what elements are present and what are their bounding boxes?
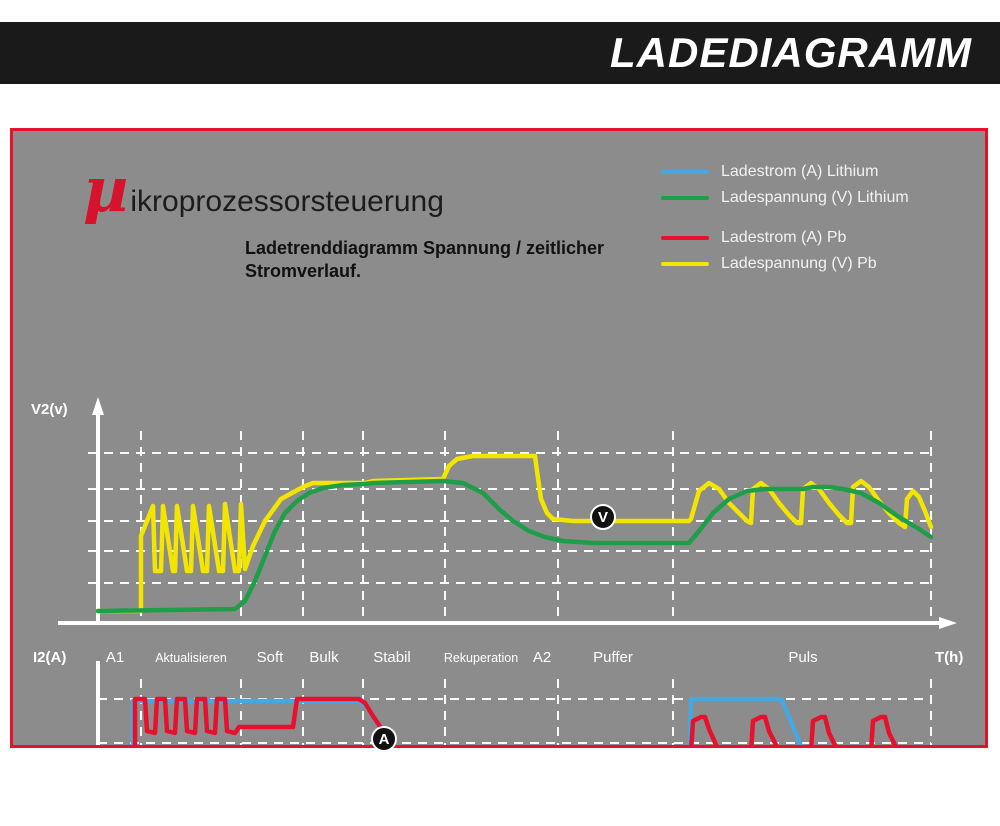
chart-subtitle: Ladetrenddiagramm Spannung / zeitlicher Stromverlauf. (245, 238, 605, 282)
diagram-panel (10, 128, 988, 826)
voltage-y-axis-label: V2(v) (31, 401, 68, 418)
header-banner (0, 22, 1000, 84)
phase-label-bulk: Bulk (309, 649, 339, 666)
phase-label-rekuperation: Rekuperation (443, 651, 519, 665)
page-title: LADEDIAGRAMM (610, 29, 972, 76)
legend-label: Ladespannung (V) Lithium (721, 189, 909, 206)
phase-label-stabil: Stabil (373, 649, 411, 666)
voltage-x-axis-label: T(h) (935, 649, 964, 666)
voltage-badge: V (590, 504, 616, 530)
mu-symbol: µ (83, 153, 129, 226)
legend-label: Ladespannung (V) Pb (721, 255, 877, 272)
current-badge: A (371, 726, 397, 752)
current-x-axis-label: T(h) (935, 809, 964, 826)
current-grid (98, 679, 931, 745)
brand-text: ikroprozessorsteuerung (130, 185, 444, 218)
series-ladespannung-pb (98, 456, 931, 611)
current-y-axis-label: I2(A) (33, 649, 67, 666)
legend-label: Ladestrom (A) Pb (721, 229, 847, 246)
phase-label-a1: A1 (105, 649, 125, 666)
phase-label-aktualisieren: Aktualisieren (155, 651, 227, 665)
voltage-x-arrow (939, 617, 957, 629)
phase-label-puffer: Puffer (593, 649, 633, 666)
voltage-y-arrow (92, 397, 104, 415)
series-ladestrom-pb (135, 699, 931, 745)
phase-label-puls: Puls (788, 649, 818, 666)
phase-label-a2: A2 (532, 649, 552, 666)
legend-label: Ladestrom (A) Lithium (721, 163, 879, 180)
phase-label-soft: Soft (256, 649, 284, 666)
